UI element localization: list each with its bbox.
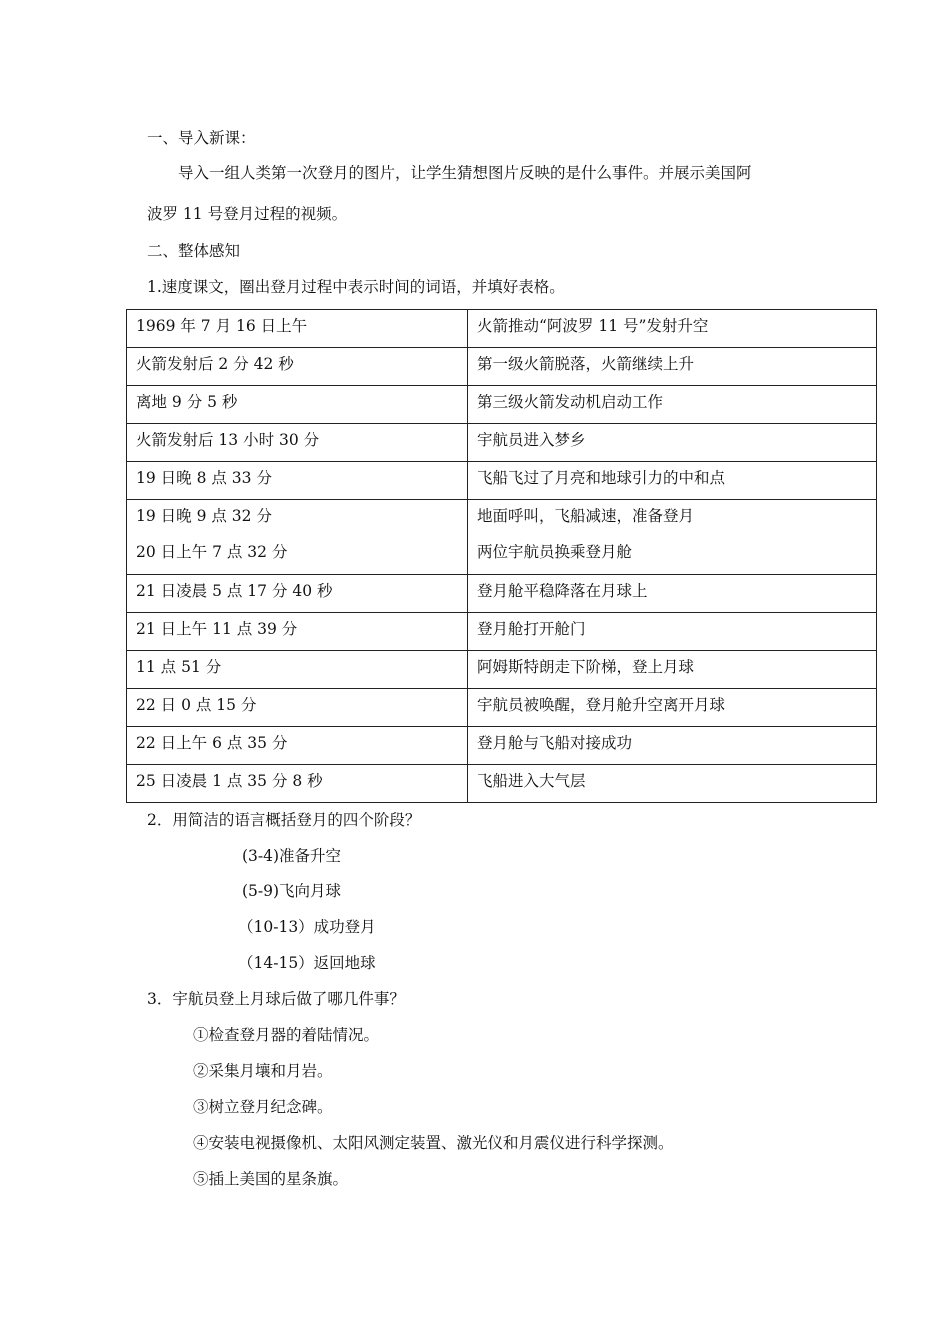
question-1: 1.速度课文，圈出登月过程中表示时间的词语，并填好表格。: [147, 278, 565, 296]
event-text: 火箭推动“阿波罗 11 号”发射升空: [477, 317, 709, 335]
event-cell: [468, 613, 877, 651]
time-text: 19 日晚 8 点 33 分: [136, 469, 272, 487]
time-cell: [127, 424, 468, 462]
event-cell: [468, 310, 877, 348]
stage-item: (3-4)准备升空: [242, 847, 342, 865]
event-cell: [468, 386, 877, 424]
event-text: 宇航员进入梦乡: [477, 431, 586, 449]
time-cell: [127, 765, 468, 803]
task-item: ③树立登月纪念碑。: [193, 1098, 333, 1116]
event-cell: [468, 689, 877, 727]
event-cell: [468, 462, 877, 500]
time-text: 25 日凌晨 1 点 35 分 8 秒: [136, 772, 323, 790]
event-text: 登月舱打开舱门: [477, 620, 586, 638]
question-3: 3．宇航员登上月球后做了哪几件事？: [147, 990, 405, 1008]
time-text: 21 日上午 11 点 39 分: [136, 620, 298, 638]
event-cell: [468, 500, 877, 575]
time-text: 19 日晚 9 点 32 分: [136, 507, 272, 525]
table-row: [127, 575, 877, 613]
time-cell: [127, 310, 468, 348]
time-text: 离地 9 分 5 秒: [136, 393, 238, 411]
table-row: [127, 424, 877, 462]
section2-heading: 二、整体感知: [147, 242, 241, 260]
event-cell: [468, 765, 877, 803]
table-row: [127, 765, 877, 803]
timeline-table: [126, 309, 877, 803]
table-row: [127, 613, 877, 651]
time-cell: [127, 348, 468, 386]
time-cell: [127, 386, 468, 424]
event-text: 第三级火箭发动机启动工作: [477, 393, 664, 411]
time-text: 21 日凌晨 5 点 17 分 40 秒: [136, 582, 333, 600]
event-text: 登月舱与飞船对接成功: [477, 734, 633, 752]
time-text: 20 日上午 7 点 32 分: [136, 543, 288, 561]
stage-item: (5-9)飞向月球: [242, 882, 342, 900]
event-cell: [468, 424, 877, 462]
event-text: 登月舱平稳降落在月球上: [477, 582, 648, 600]
table-row: [127, 310, 877, 348]
table-row: [127, 386, 877, 424]
table-row: [127, 462, 877, 500]
table-row: [127, 651, 877, 689]
task-item: ⑤插上美国的星条旗。: [193, 1170, 349, 1188]
time-cell: [127, 500, 468, 575]
event-text: 宇航员被唤醒，登月舱升空离开月球: [477, 696, 726, 714]
event-text: 两位宇航员换乘登月舱: [477, 543, 633, 561]
time-cell: [127, 462, 468, 500]
time-cell: [127, 613, 468, 651]
time-cell: [127, 651, 468, 689]
time-cell: [127, 727, 468, 765]
table-row: [127, 727, 877, 765]
stage-item: （10-13）成功登月: [238, 918, 376, 936]
time-text: 22 日 0 点 15 分: [136, 696, 257, 714]
event-cell: [468, 348, 877, 386]
time-text: 22 日上午 6 点 35 分: [136, 734, 288, 752]
stage-item: （14-15）返回地球: [238, 954, 376, 972]
time-text: 火箭发射后 2 分 42 秒: [136, 355, 294, 373]
event-text: 第一级火箭脱落，火箭继续上升: [477, 355, 695, 373]
section1-heading: 一、导入新课：: [147, 129, 256, 147]
task-item: ④安装电视摄像机、太阳风测定装置、激光仪和月震仪进行科学探测。: [193, 1134, 674, 1152]
task-item: ②采集月壤和月岩。: [193, 1062, 333, 1080]
question-2: 2．用简洁的语言概括登月的四个阶段？: [147, 811, 421, 829]
table-row: [127, 348, 877, 386]
intro-paragraph-line2: 波罗 11 号登月过程的视频。: [147, 205, 348, 223]
time-text: 火箭发射后 13 小时 30 分: [136, 431, 320, 449]
table-row: [127, 500, 877, 575]
event-cell: [468, 575, 877, 613]
task-item: ①检查登月器的着陆情况。: [193, 1026, 380, 1044]
event-cell: [468, 727, 877, 765]
intro-paragraph-line1: 导入一组人类第一次登月的图片，让学生猜想图片反映的是什么事件。并展示美国阿: [178, 164, 752, 182]
time-cell: [127, 575, 468, 613]
time-text: 1969 年 7 月 16 日上午: [136, 317, 308, 335]
event-text: 地面呼叫，飞船减速，准备登月: [477, 507, 695, 525]
event-cell: [468, 651, 877, 689]
table-row: [127, 689, 877, 727]
event-text: 阿姆斯特朗走下阶梯，登上月球: [477, 658, 695, 676]
time-text: 11 点 51 分: [136, 658, 222, 676]
time-cell: [127, 689, 468, 727]
event-text: 飞船飞过了月亮和地球引力的中和点: [477, 469, 726, 487]
event-text: 飞船进入大气层: [477, 772, 586, 790]
